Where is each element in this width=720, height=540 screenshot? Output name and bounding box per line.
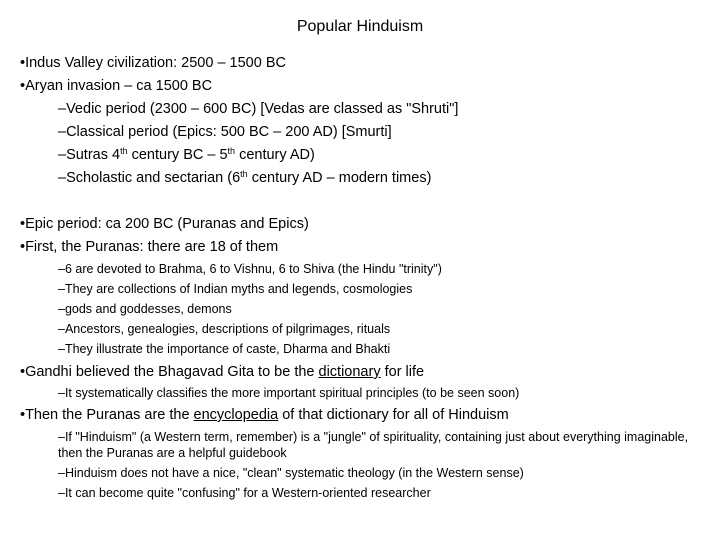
sub-hinduism-confusing: –It can become quite "confusing" for a Western-oriented researcher (58, 486, 431, 500)
puranas-text-b: of that dictionary for all of Hinduism (278, 407, 509, 423)
sutras-text-b: century BC – 5 (127, 147, 228, 163)
sub-puranas-caste: –They illustrate the importance of caste, Dharma and Bhakti (58, 342, 391, 356)
bullet-aryan-invasion: •Aryan invasion – ca 1500 BC (20, 78, 213, 94)
sub-puranas-gods: –gods and goddesses, demons (58, 302, 232, 316)
bullet-epic-period: •Epic period: ca 200 BC (Puranas and Epics) (20, 216, 309, 232)
sutras-text-a: –Sutras 4 (58, 147, 121, 163)
sub-sutras (58, 146, 315, 164)
sutras-sup-2: th (227, 146, 236, 156)
gandhi-dictionary: dictionary (318, 364, 381, 380)
scholastic-sup: th (240, 169, 248, 179)
bullet-puranas-encyclopedia (20, 406, 509, 424)
bullet-first-puranas: •First, the Puranas: there are 18 of them (20, 239, 279, 255)
sub-vedic-period: –Vedic period (2300 – 600 BC) [Vedas are classed as "Shruti"] (58, 101, 459, 117)
sub-hinduism-theology: –Hinduism does not have a nice, "clean" systematic theology (in the Western sense) (58, 466, 524, 480)
puranas-text-a: •Then the Puranas are the (20, 407, 194, 423)
gandhi-text-b: for life (380, 364, 425, 380)
page-title: Popular Hinduism (296, 18, 424, 35)
sub-puranas-myths: –They are collections of Indian myths and legends, cosmologies (58, 282, 413, 296)
sutras-sup-1: th (120, 146, 128, 156)
gandhi-text-a: •Gandhi believed the Bhagavad Gita to be the (20, 364, 319, 380)
puranas-encyclopedia: encyclopedia (193, 407, 279, 423)
bullet-gandhi (20, 363, 424, 381)
sub-classical-period: –Classical period (Epics: 500 BC – 200 AD) [Smurti] (58, 124, 392, 140)
sub-scholastic (58, 169, 431, 187)
sub-hinduism-jungle: –If "Hinduism" (a Western term, remember) is a "jungle" of spirituality, containing just about everything imaginable, then the Puranas are a helpful guidebook (58, 430, 689, 460)
scholastic-text-a: –Scholastic and sectarian (6 (58, 170, 241, 186)
sub-puranas-ancestors: –Ancestors, genealogies, descriptions of pilgrimages, rituals (58, 322, 391, 336)
scholastic-text-b: century AD – modern times) (247, 170, 432, 186)
bullet-indus-valley: •Indus Valley civilization: 2500 – 1500 BC (20, 55, 286, 71)
sub-puranas-devoted: –6 are devoted to Brahma, 6 to Vishnu, 6 to Shiva (the Hindu "trinity") (58, 262, 442, 276)
sutras-text-c: century AD) (235, 147, 315, 163)
sub-gandhi-classifies: –It systematically classifies the more important spiritual principles (to be seen soon) (58, 386, 520, 400)
